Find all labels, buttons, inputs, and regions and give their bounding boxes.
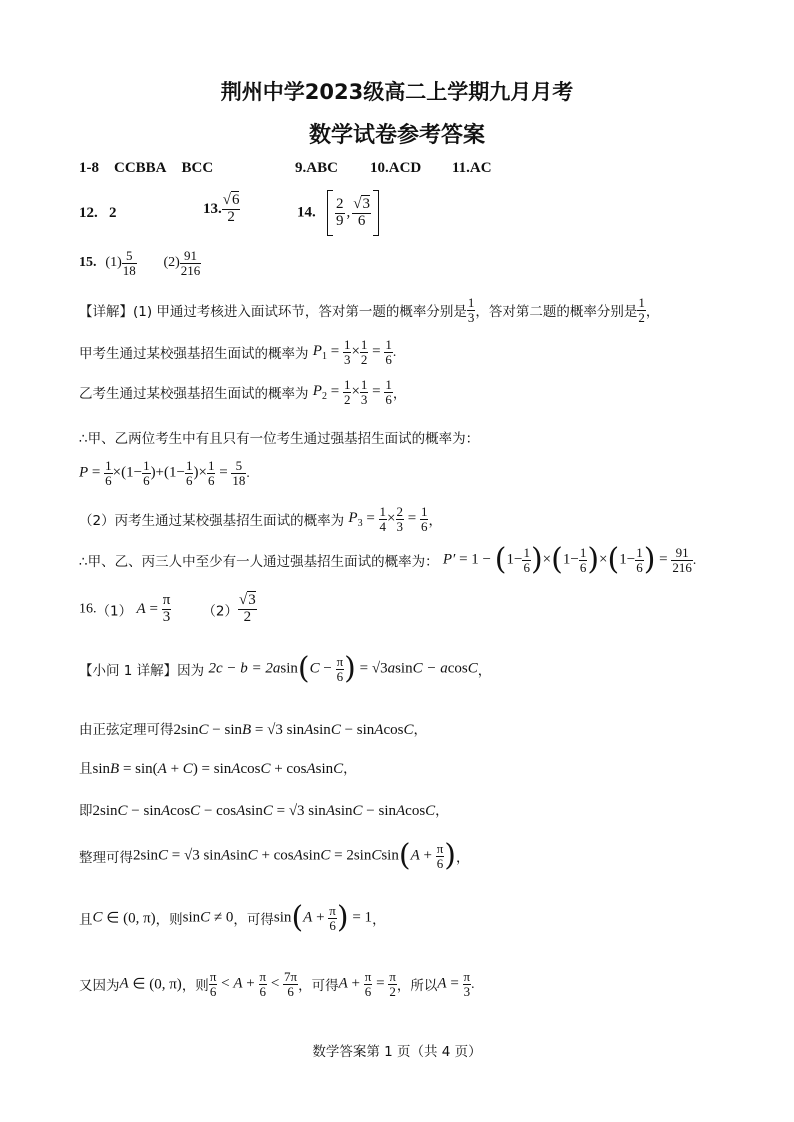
q16-detail-line2: 由正弦定理可得2sinC − sinB = √3 sinAsinC − sinAcosC， [79, 722, 427, 738]
answer-16: 16.（1） A = $\frac{\pi}{3}$ （2） $\frac{√3}{2}$ [79, 592, 256, 625]
q16-detail-line5: 整理可得2sinC = √3 sinAsinC + cosAsinC = 2sinCsin(A + $\frac{\pi}{6}$ )， [79, 838, 470, 873]
q15-detail-three: ∴甲、乙、丙三人中至少有一人通过强基招生面试的概率为： P′ = 1 − (1− $\frac{1}{6}$ )×(1− $\frac{1}{6}$ )×(1− $\frac{1}{6}$ ) = $\frac{91}{216}$ . [79, 542, 697, 577]
q16-detail-line3: 且sinB = sin(A + C) = sinAcosC + cosAsinC， [79, 761, 357, 777]
answers-1-8: 1-8 CCBBA BCC [79, 160, 214, 176]
answer-11: 11.AC [452, 160, 492, 176]
q15-detail-yi: 乙考生通过某校强基招生面试的概率为 $P_2$ = $\frac{1}{2}$ × $\frac{1}{3}$ = $\frac{1}{6}$ ， [79, 377, 407, 407]
answer-14: 14. $\frac{2}{9}$ , $\frac{√3}{6}$ [297, 190, 379, 236]
q16-detail-line4: 即2sinC − sinAcosC − cosAsinC = √3 sinAsinC − sinAcosC， [79, 803, 449, 819]
answer-key-title: 数学试卷参考答案 [308, 123, 485, 148]
answer-15: 15. (1) $\frac{5}{18}$ (2) $\frac{91}{216}$ [79, 248, 201, 278]
q16-detail-line7: 又因为A ∈ (0, π)，则 $\frac{\pi}{6}$ < A + $\frac{\pi}{6}$ < $\frac{7\pi}{6}$ ，可得A + $\frac{\pi}{6}$ = $\frac{\pi}{2}$ ，所以A = $\frac{\pi}{3}$ . [79, 969, 475, 999]
answer-9: 9.ABC [295, 160, 338, 176]
q16-detail-line6: 且C ∈ (0, π)，则sinC ≠ 0，可得sin(A + $\frac{\pi}{6}$ ) = 1， [79, 900, 386, 935]
q15-detail-line1: 【详解】(1) 甲通过考核进入面试环节，答对第一题的概率分别是 $\frac{1}{3}$ ，答对第二题的概率分别是 $\frac{1}{2}$ ， [79, 295, 660, 325]
answer-13: 13. $\frac{√6}{2}$ [203, 192, 240, 225]
q15-detail-bing: （2）丙考生通过某校强基招生面试的概率为 $P_3$ = $\frac{1}{4}$ × $\frac{2}{3}$ = $\frac{1}{6}$ ， [79, 504, 442, 534]
page-footer: 数学答案第 1 页（共 4 页） [312, 1044, 482, 1060]
q15-therefore-line: ∴甲、乙两位考生中有且只有一位考生通过强基招生面试的概率为： [79, 431, 480, 447]
exam-title: 荆州中学2023级高二上学期九月月考 [220, 80, 574, 104]
q15-detail-jia: 甲考生通过某校强基招生面试的概率为 $P_1$ = $\frac{1}{3}$ × $\frac{1}{2}$ = $\frac{1}{6}$ . [79, 337, 397, 367]
q16-detail-line1: 【小问 1 详解】因为 2c − b = 2asin(C − $\frac{\pi}{6}$ ) = √3asinC − acosC， [79, 651, 492, 686]
answer-12: 12. 2 [79, 205, 117, 221]
q15-formula-P: P = $\frac{1}{6}$ ×(1− $\frac{1}{6}$ )+(1− $\frac{1}{6}$ )× $\frac{1}{6}$ = $\frac{5}{18}$ . [79, 458, 250, 488]
answer-10: 10.ACD [370, 160, 422, 176]
